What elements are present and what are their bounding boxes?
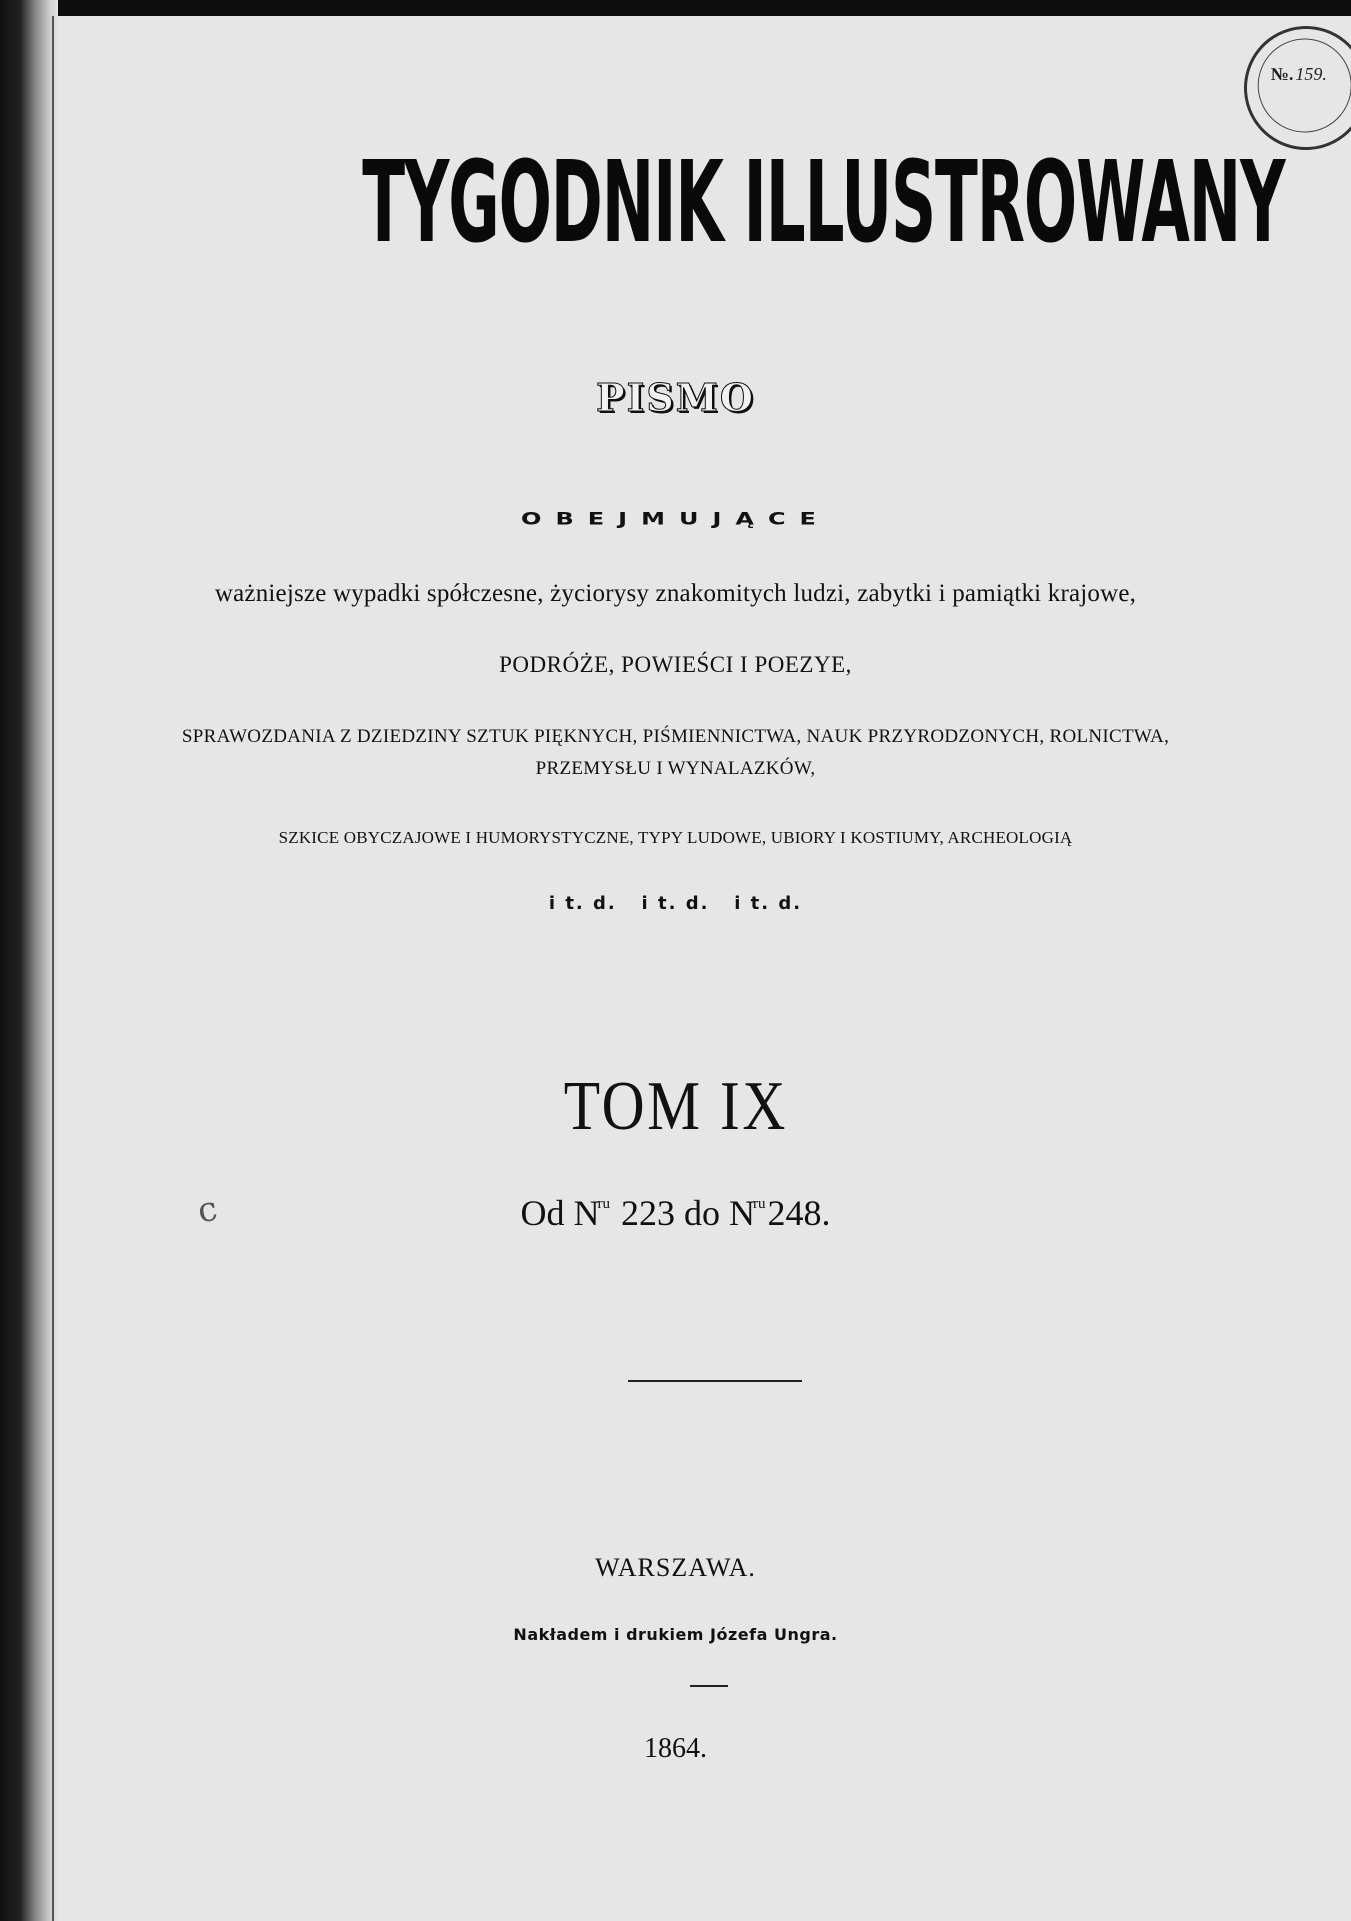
range-num-2: 248.	[767, 1193, 831, 1233]
divider-rule	[628, 1380, 802, 1382]
obejmujace-text: OBEJMUJĄCE	[521, 509, 830, 529]
volume-label-text: TOM IX	[563, 1068, 788, 1145]
masthead-text: TYGODNIK ILLUSTROWANY	[362, 138, 1285, 268]
stamp-number-value: 159.	[1295, 64, 1327, 85]
stamp-inner-ring	[1245, 26, 1351, 144]
contents-line-3: SPRAWOZDANIA Z DZIEDZINY SZTUK PIĘKNYCH, PIŚMIENNICTWA, NAUK PRZYRODZONYCH, ROLNICTWA,	[181, 726, 1170, 747]
contents-line-2: PODRÓŻE, POWIEŚCI I POEZYE,	[499, 652, 852, 677]
short-rule	[690, 1685, 728, 1687]
scan-top-edge	[0, 0, 1351, 16]
subtitle-text: PISMO	[596, 375, 755, 420]
contents-line-1: ważniejsze wypadki spółczesne, życiorysy znakomitych ludzi, zabytki i pamiątki krajowe,	[214, 580, 1137, 607]
masthead-title	[0, 128, 1351, 278]
contents-line-4: PRZEMYSŁU I WYNALAZKÓW,	[535, 758, 816, 779]
contents-line-5: SZKICE OBYCZAJOWE I HUMORYSTYCZNE, TYPY LUDOWE, UBIORY I KOSTIUMY, ARCHEOLOGIĄ	[278, 828, 1073, 847]
range-num-1: 223	[621, 1193, 675, 1233]
range-sup-1: ru	[597, 1196, 610, 1212]
volume-label	[0, 1062, 1351, 1152]
range-sup-2: ru	[753, 1196, 766, 1212]
stamp-number	[1271, 64, 1327, 85]
imprint-publisher: Nakładem i drukiem Józefa Ungra.	[513, 1625, 838, 1644]
range-od: Od N	[520, 1193, 600, 1233]
imprint-city: WARSZAWA.	[595, 1553, 756, 1582]
pencil-margin-mark: c	[194, 1188, 221, 1232]
range-do: do N	[684, 1193, 755, 1233]
stamp-number-label: №.	[1270, 64, 1294, 85]
imprint-year: 1864.	[644, 1733, 707, 1764]
subtitle-pismo	[0, 375, 1351, 420]
etc-line: i t. d. i t. d. i t. d.	[548, 893, 803, 914]
obejmujace-heading	[0, 505, 1351, 533]
